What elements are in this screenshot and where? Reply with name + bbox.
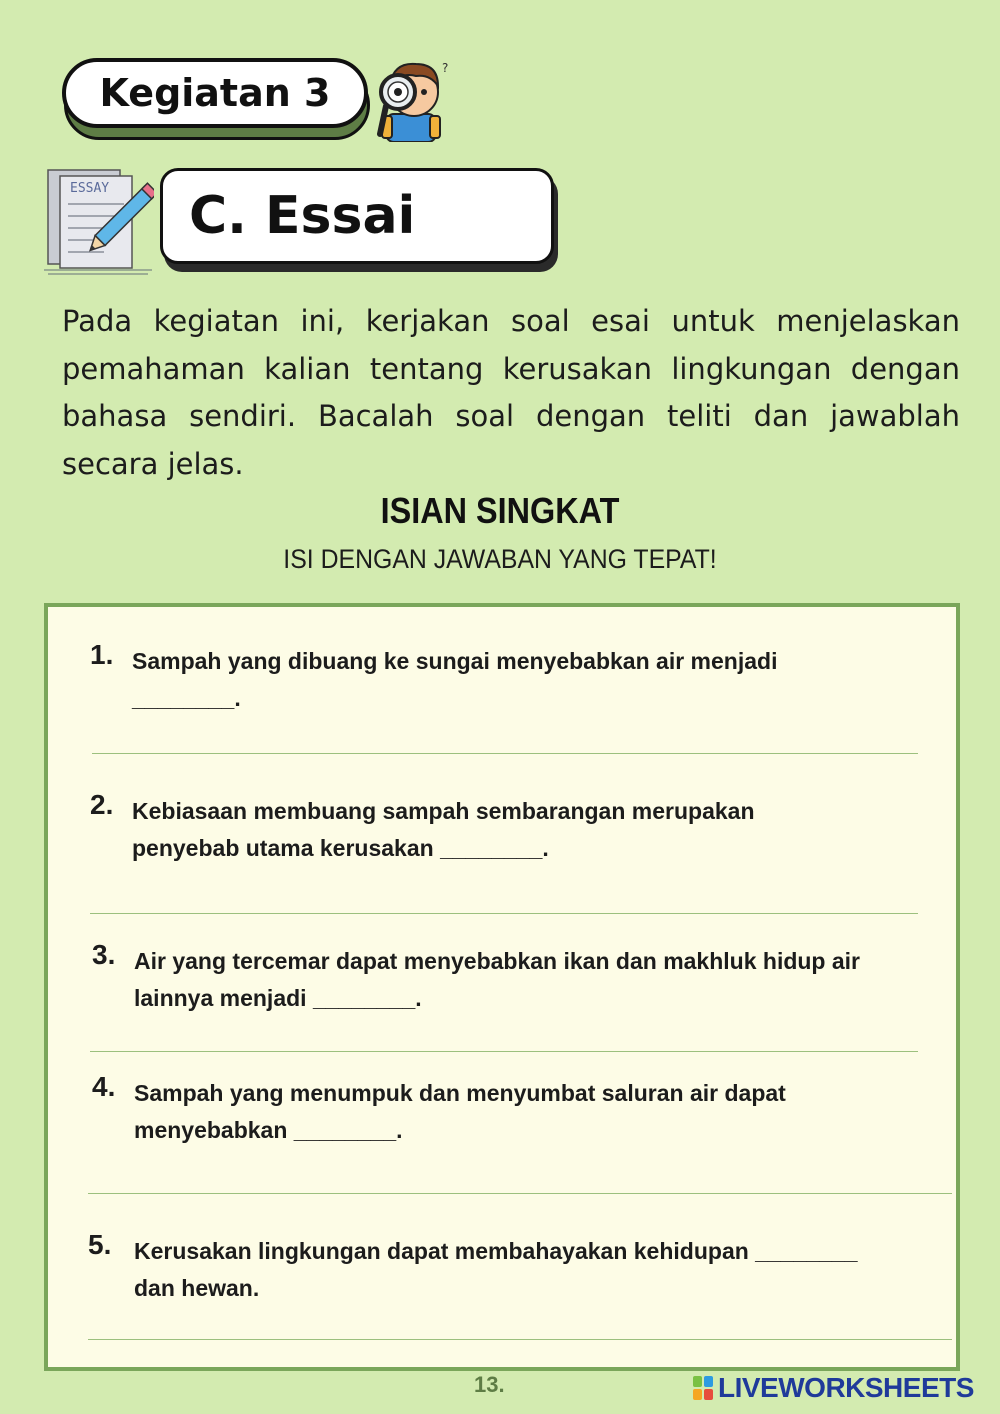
liveworksheets-logo-icon [692, 1375, 714, 1401]
question-number: 2. [90, 789, 114, 820]
kid-magnifier-icon [372, 54, 452, 142]
question-line: Sampah yang menumpuk dan menyumbat saluran air dapat [134, 1080, 786, 1106]
question-text [134, 1233, 858, 1307]
question-box [44, 603, 960, 1371]
answer-line-4[interactable] [88, 1193, 952, 1194]
page-number: 13. [474, 1372, 505, 1397]
question-text [134, 943, 860, 1017]
answer-line-2[interactable] [90, 913, 918, 914]
question-line: Kebiasaan membuang sampah sembarangan merupakan [132, 798, 755, 824]
answer-line-1[interactable] [92, 753, 918, 754]
question-text [132, 793, 755, 867]
question-number: 5. [88, 1229, 112, 1260]
question-line: Kerusakan lingkungan dapat membahayakan kehidupan ________ [134, 1238, 858, 1264]
answer-line-5[interactable] [88, 1339, 952, 1340]
activity-label: Kegiatan 3 [62, 58, 368, 128]
question-line: penyebab utama kerusakan ________. [132, 835, 549, 861]
section-title-box [160, 168, 556, 272]
intro-paragraph: Pada kegiatan ini, kerjakan soal esai untuk menjelaskan pemahaman kalian tentang kerusakan lingkungan dengan bahasa sendiri. Bacalah soal dengan teliti dan jawablah secara jelas. [62, 304, 960, 481]
question-line: menyebabkan ________. [134, 1117, 403, 1143]
question-text [134, 1075, 786, 1149]
essay-icon-label: ESSAY [70, 181, 110, 196]
question-number: 3. [92, 939, 116, 970]
section-subheading: ISI DENGAN JAWABAN YANG TEPAT! [283, 544, 717, 574]
question-number: 1. [90, 639, 114, 670]
question-line: dan hewan. [134, 1275, 260, 1301]
question-line: Air yang tercemar dapat menyebabkan ikan dan makhluk hidup air [134, 948, 861, 974]
question-line: Sampah yang dibuang ke sungai menyebabkan air menjadi [132, 648, 778, 674]
question-number: 4. [92, 1071, 116, 1102]
section-title: C. Essai [160, 168, 554, 264]
section-heading: ISIAN SINGKAT [380, 490, 620, 531]
svg-text:?: ? [442, 61, 449, 75]
brand-name: LIVEWORKSHEETS [718, 1372, 974, 1403]
activity-pill [62, 58, 364, 128]
question-text [132, 643, 777, 717]
answer-line-3[interactable] [90, 1051, 918, 1052]
liveworksheets-brand[interactable] [692, 1372, 974, 1404]
question-line: ________. [132, 685, 241, 711]
question-line: lainnya menjadi ________. [134, 985, 422, 1011]
essay-document-icon [44, 166, 154, 276]
